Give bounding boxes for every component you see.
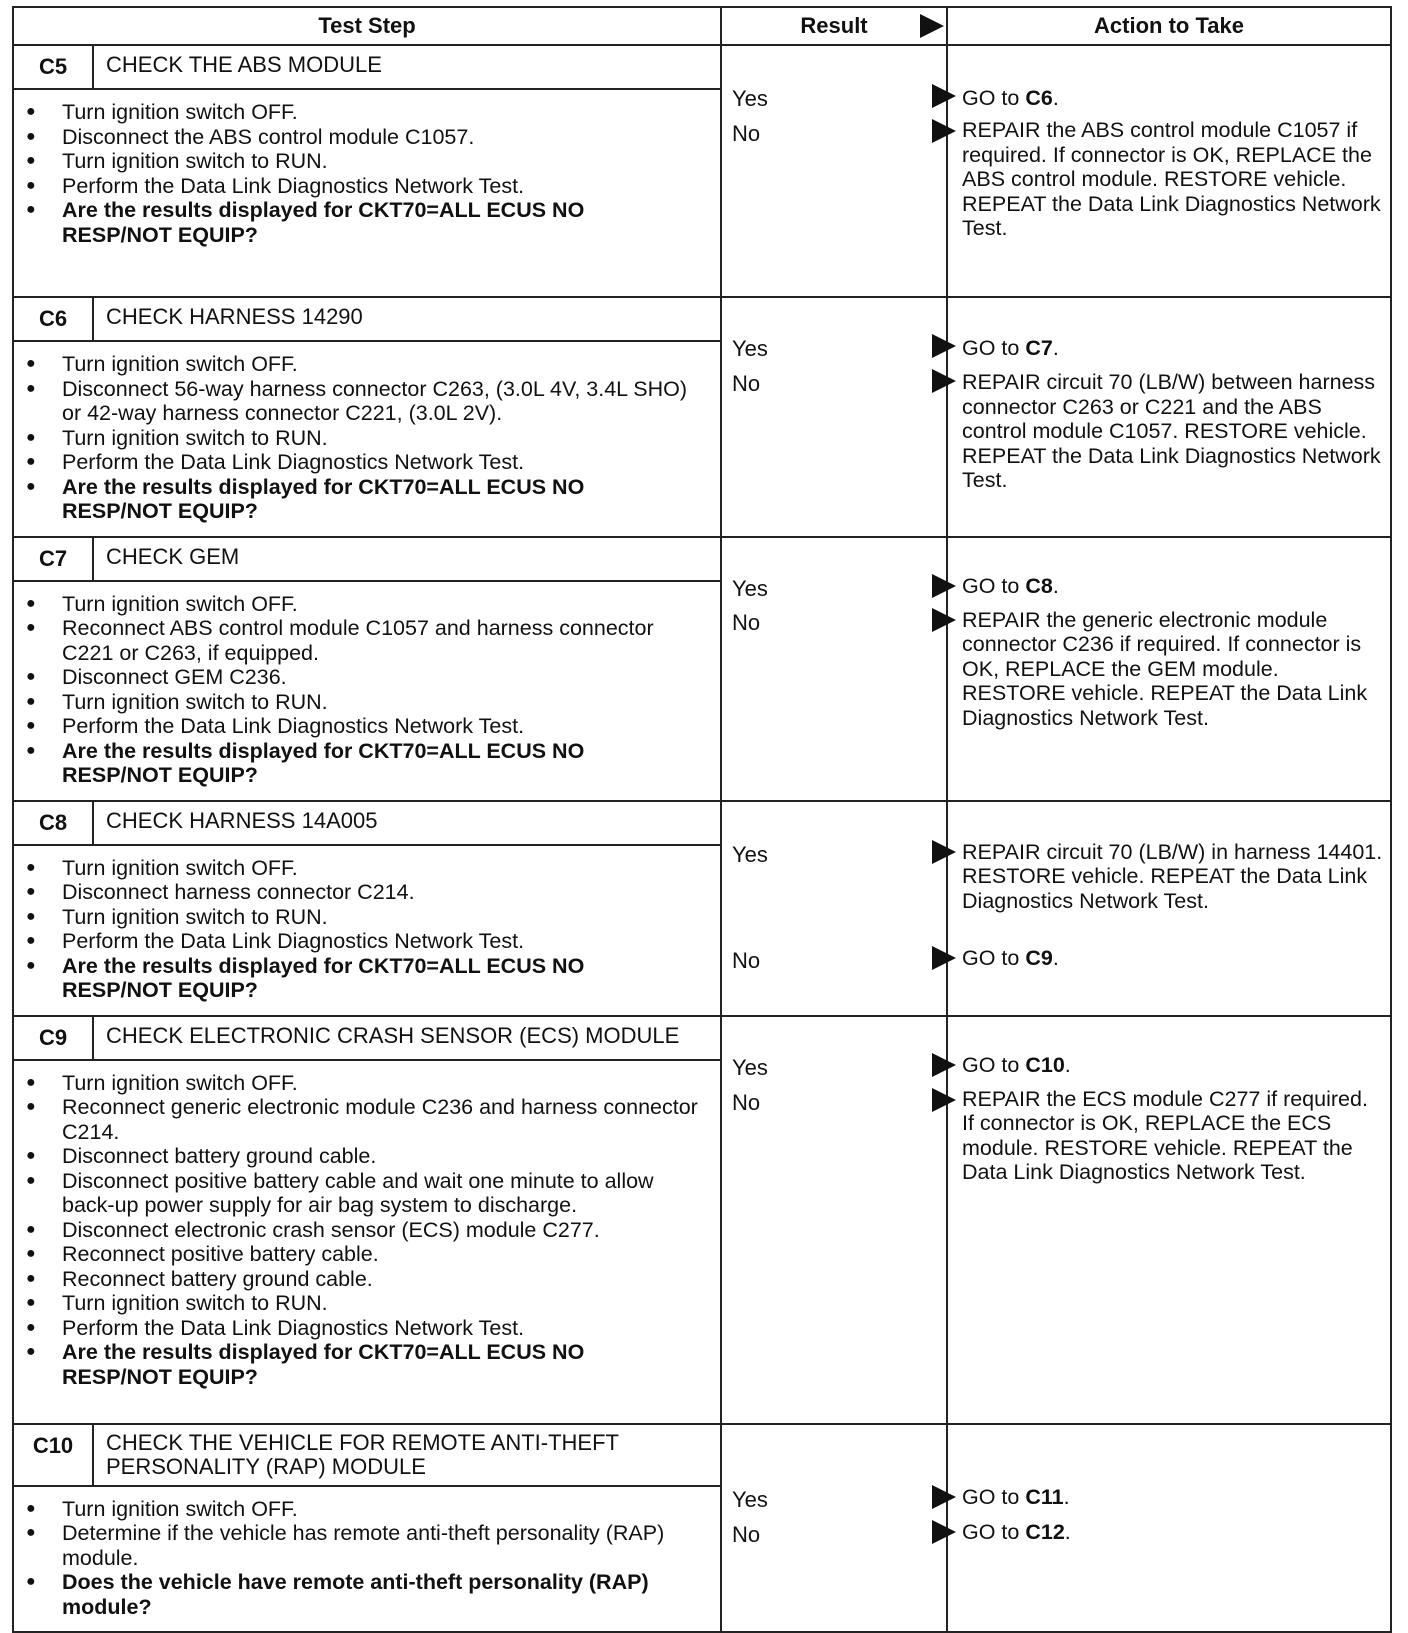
diagnostic-table [12,6,1390,1633]
procedure-step: ● Turn ignition switch to RUN. [62,426,700,451]
procedure-step: ● Turn ignition switch OFF. [62,1497,700,1522]
step-title: CHECK HARNESS 14A005 [93,801,721,845]
result-no: No [732,371,760,397]
step-id: C8 [13,801,93,845]
procedure-step: ● Turn ignition switch to RUN. [62,690,700,715]
step-procedure [13,89,721,297]
step-header-row [13,297,1391,341]
procedure-step: ● Determine if the vehicle has remote anti-theft personality (RAP) module. [62,1521,700,1570]
procedure-step: ● Disconnect battery ground cable. [62,1144,700,1169]
action-yes: GO to C11. [962,1484,1070,1509]
procedure-step: ● Disconnect positive battery cable and wait one minute to allow back-up power supply for air bag system to discharge. [62,1169,700,1218]
step-title: CHECK ELECTRONIC CRASH SENSOR (ECS) MODULE [93,1016,721,1060]
step-title: CHECK GEM [93,537,721,581]
procedure-step: ● Perform the Data Link Diagnostics Network Test. [62,450,700,475]
step-title: CHECK THE VEHICLE FOR REMOTE ANTI-THEFT PERSONALITY (RAP) MODULE [93,1424,721,1486]
header-action: Action to Take [947,7,1391,45]
procedure-step: ● Turn ignition switch OFF. [62,100,700,125]
procedure-step: ● Reconnect generic electronic module C236 and harness connector C214. [62,1095,700,1144]
procedure-step: ● Disconnect 56-way harness connector C263, (3.0L 4V, 3.4L SHO) or 42-way harness connector C221, (3.0L 2V). [62,377,700,426]
step-id: C7 [13,537,93,581]
step-id: C6 [13,297,93,341]
procedure-step: ● Reconnect battery ground cable. [62,1267,700,1292]
result-yes: Yes [732,842,768,868]
procedure-step: ● Perform the Data Link Diagnostics Network Test. [62,174,700,199]
procedure-step: ● Reconnect ABS control module C1057 and harness connector C221 or C263, if equipped. [62,616,700,665]
header-result-label: Result [800,13,868,38]
action-yes: GO to C7. [962,336,1059,360]
result-cell [721,45,947,297]
action-no: REPAIR the generic electronic module connector C236 if required. If connector is OK, REPLACE the GEM module. RESTORE vehicle. REPEAT the Data Link Diagnostics Network Test. [962,607,1368,730]
procedure-question: ● Are the results displayed for CKT70=ALL ECUS NO RESP/NOT EQUIP? [62,739,700,788]
action-yes: GO to C10. [962,1052,1071,1077]
result-cell [721,537,947,801]
step-title: CHECK HARNESS 14290 [93,297,721,341]
procedure-question: ● Are the results displayed for CKT70=ALL ECUS NO RESP/NOT EQUIP? [62,1340,700,1389]
step-title: CHECK THE ABS MODULE [93,45,721,89]
procedure-step: ● Turn ignition switch OFF. [62,856,700,881]
procedure-step: ● Turn ignition switch OFF. [62,592,700,617]
step-procedure [13,341,721,537]
action-cell [947,801,1391,1016]
action-yes: GO to C8. [962,573,1059,598]
procedure-step: ● Perform the Data Link Diagnostics Network Test. [62,929,700,954]
result-cell [721,297,947,537]
step-header-row [13,537,1391,581]
action-no: REPAIR the ECS module C277 if required. If connector is OK, REPLACE the ECS module. RESTORE vehicle. REPEAT the Data Link Diagnostics Network Test. [962,1086,1368,1184]
procedure-step: ● Perform the Data Link Diagnostics Network Test. [62,714,700,739]
action-cell [947,1424,1391,1633]
action-yes: GO to C6. [962,86,1059,110]
step-procedure [13,1486,721,1633]
arrow-icon [920,14,944,38]
result-yes: Yes [732,336,768,362]
procedure-question: ● Are the results displayed for CKT70=ALL ECUS NO RESP/NOT EQUIP? [62,475,700,524]
result-cell [721,1016,947,1424]
result-cell [721,1424,947,1633]
result-no: No [732,1090,760,1116]
action-no: REPAIR the ABS control module C1057 if required. If connector is OK, REPLACE the ABS control module. RESTORE vehicle. REPEAT the Data Link Diagnostics Network Test. [962,118,1381,240]
action-cell [947,1016,1391,1424]
procedure-step: ● Disconnect electronic crash sensor (ECS) module C277. [62,1218,700,1243]
procedure-step: ● Turn ignition switch to RUN. [62,149,700,174]
action-no: REPAIR circuit 70 (LB/W) between harness connector C263 or C221 and the ABS control module C1057. RESTORE vehicle. REPEAT the Data Link Diagnostics Network Test. [962,370,1381,492]
header-result [721,7,947,45]
action-cell [947,537,1391,801]
step-header-row [13,1016,1391,1060]
action-no: GO to C12. [962,1519,1071,1544]
procedure-step: ● Turn ignition switch to RUN. [62,1291,700,1316]
step-id: C5 [13,45,93,89]
result-no: No [732,121,760,147]
procedure-step: ● Disconnect harness connector C214. [62,880,700,905]
procedure-step: ● Turn ignition switch OFF. [62,352,700,377]
procedure-question: ● Are the results displayed for CKT70=ALL ECUS NO RESP/NOT EQUIP? [62,954,700,1003]
result-no: No [732,948,760,974]
result-yes: Yes [732,1055,768,1081]
header-test-step: Test Step [13,7,721,45]
procedure-step: ● Disconnect GEM C236. [62,665,700,690]
action-cell [947,45,1391,297]
step-header-row [13,1424,1391,1486]
procedure-step: ● Turn ignition switch OFF. [62,1071,700,1096]
procedure-step: ● Disconnect the ABS control module C1057. [62,125,700,150]
result-yes: Yes [732,1487,768,1513]
step-procedure [13,1060,721,1424]
result-cell [721,801,947,1016]
procedure-step: ● Reconnect positive battery cable. [62,1242,700,1267]
procedure-question: ● Does the vehicle have remote anti-theft personality (RAP) module? [62,1570,700,1619]
step-id: C10 [13,1424,93,1486]
result-no: No [732,610,760,636]
result-yes: Yes [732,576,768,602]
header-row [13,7,1391,45]
step-procedure [13,845,721,1016]
result-yes: Yes [732,86,768,112]
procedure-step: ● Perform the Data Link Diagnostics Network Test. [62,1316,700,1341]
action-cell [947,297,1391,537]
step-header-row [13,45,1391,89]
result-no: No [732,1522,760,1548]
action-yes: REPAIR circuit 70 (LB/W) in harness 14401. RESTORE vehicle. REPEAT the Data Link Diagnostics Network Test. [962,839,1383,913]
procedure-step: ● Turn ignition switch to RUN. [62,905,700,930]
step-procedure [13,581,721,801]
procedure-question: ● Are the results displayed for CKT70=ALL ECUS NO RESP/NOT EQUIP? [62,198,700,247]
step-id: C9 [13,1016,93,1060]
action-no: GO to C9. [962,945,1059,970]
step-header-row [13,801,1391,845]
